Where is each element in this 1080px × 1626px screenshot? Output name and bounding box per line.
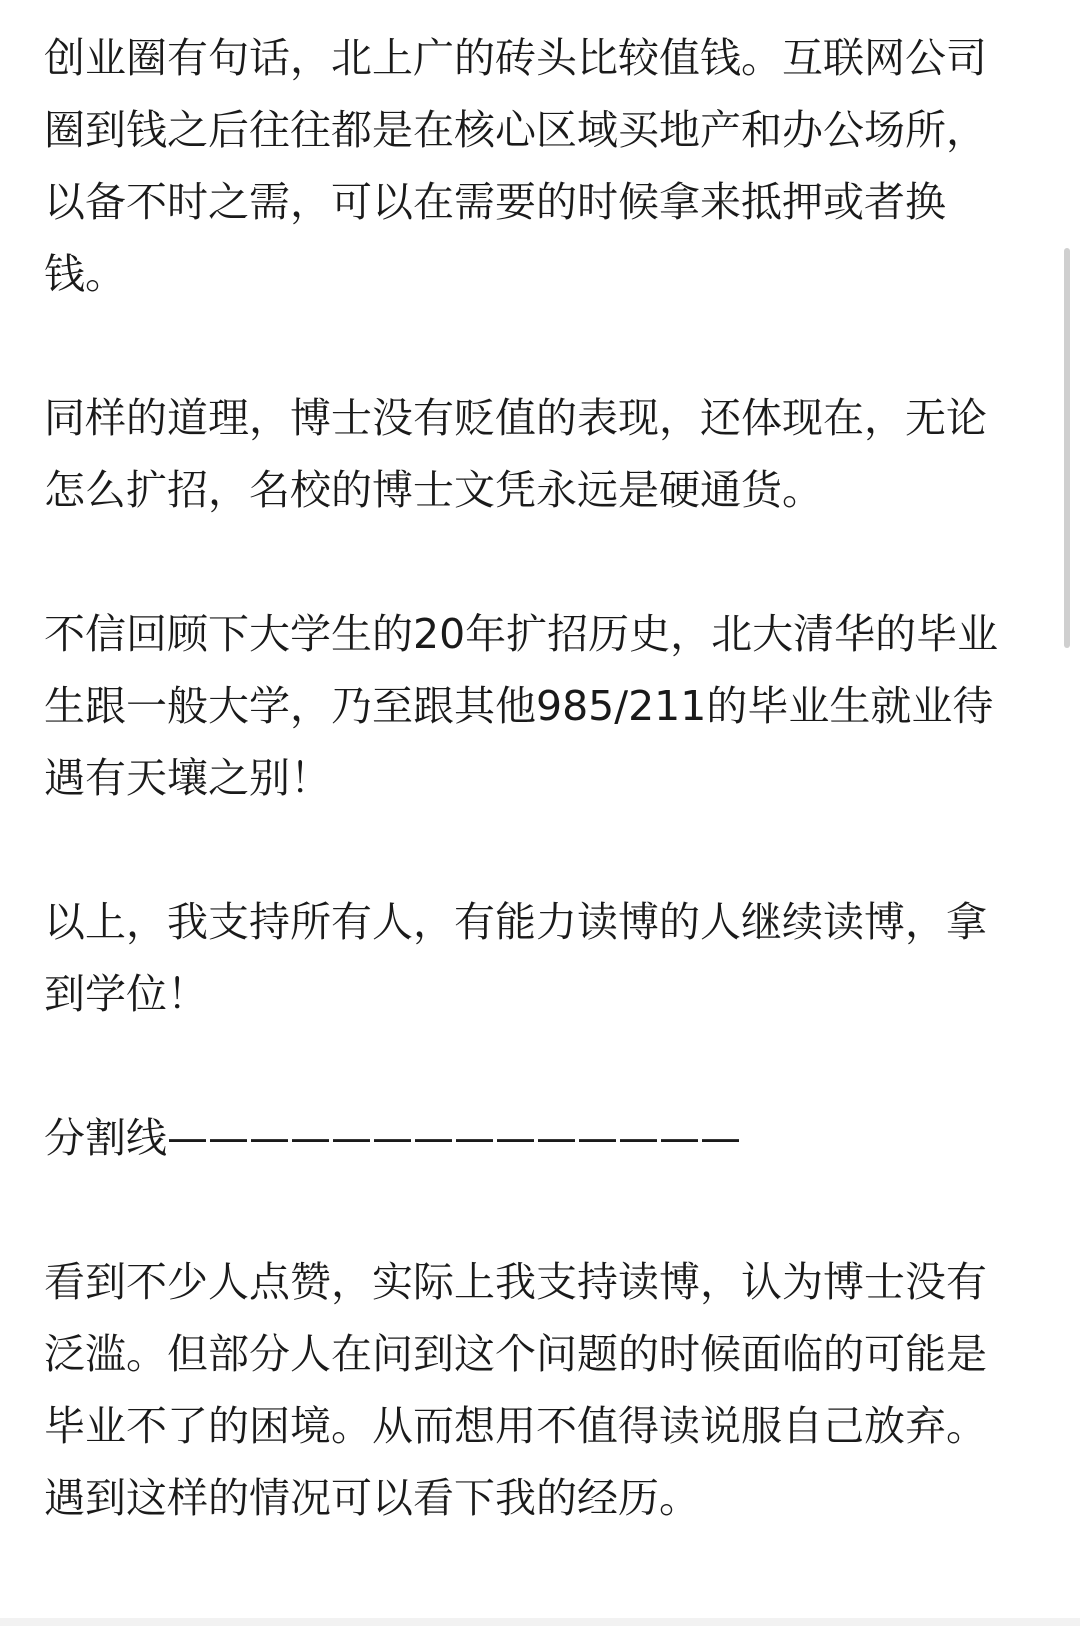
bottom-divider	[0, 1618, 1080, 1626]
paragraph-2: 同样的道理，博士没有贬值的表现，还体现在，无论怎么扩招，名校的博士文凭永远是硬通货。	[44, 394, 987, 514]
paragraph-1: 创业圈有句话，北上广的砖头比较值钱。互联网公司圈到钱之后往往都是在核心区域买地产和办公场所，以备不时之需，可以在需要的时候拿来抵押或者换钱。	[44, 34, 987, 298]
paragraph-4: 以上，我支持所有人，有能力读博的人继续读博，拿到学位！	[44, 898, 987, 1018]
paragraph-3: 不信回顾下大学生的20年扩招历史，北大清华的毕业生跟一般大学，乃至跟其他985/211的毕业生就业待遇有天壤之别！	[44, 610, 999, 802]
paragraph-5: 看到不少人点赞，实际上我支持读博，认为博士没有泛滥。但部分人在问到这个问题的时候面临的可能是毕业不了的困境。从而想用不值得读说服自己放弃。遇到这样的情况可以看下我的经历。	[44, 1258, 987, 1522]
scrollbar[interactable]	[1064, 248, 1070, 648]
article-body	[44, 22, 1004, 1534]
separator-line: 分割线——————————————	[44, 1114, 741, 1162]
